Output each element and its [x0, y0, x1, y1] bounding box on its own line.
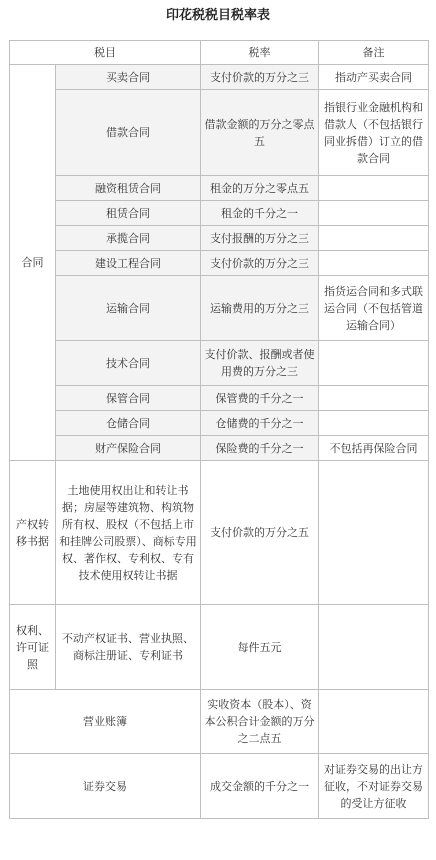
item-cell: 建设工程合同	[56, 251, 201, 276]
item-cell: 仓储合同	[56, 411, 201, 436]
item-cell: 营业账簿	[10, 690, 201, 754]
item-cell: 承揽合同	[56, 226, 201, 251]
note-cell: 指银行业金融机构和借款人（不包括银行同业拆借）订立的借款合同	[319, 90, 429, 176]
table-row	[10, 690, 429, 754]
note-cell: 指动产买卖合同	[319, 65, 429, 90]
note-cell	[319, 341, 429, 386]
note-cell: 不包括再保险合同	[319, 436, 429, 461]
group-permit: 权利、许可证照	[10, 605, 56, 690]
note-cell	[319, 411, 429, 436]
rate-cell: 支付价款的万分之三	[201, 65, 319, 90]
note-cell	[319, 605, 429, 690]
header-note: 备注	[319, 41, 429, 65]
table-row	[10, 251, 429, 276]
table-row	[10, 754, 429, 819]
item-cell: 不动产权证书、营业执照、商标注册证、专利证书	[56, 605, 201, 690]
note-cell: 对证券交易的出让方征收，不对证券交易的受让方征收	[319, 754, 429, 819]
item-cell: 融资租赁合同	[56, 176, 201, 201]
note-cell	[319, 386, 429, 411]
item-cell: 证券交易	[10, 754, 201, 819]
rate-cell: 借款金额的万分之零点五	[201, 90, 319, 176]
header-rate: 税率	[201, 41, 319, 65]
note-cell	[319, 201, 429, 226]
tax-rate-table	[9, 40, 429, 819]
table-row	[10, 436, 429, 461]
note-cell	[319, 226, 429, 251]
item-cell: 租赁合同	[56, 201, 201, 226]
rate-cell: 仓储费的千分之一	[201, 411, 319, 436]
table-row	[10, 201, 429, 226]
table-row	[10, 411, 429, 436]
header-item: 税目	[10, 41, 201, 65]
rate-cell: 实收资本（股本）、资本公积合计金额的万分之二点五	[201, 690, 319, 754]
item-cell: 借款合同	[56, 90, 201, 176]
note-cell	[319, 461, 429, 605]
rate-cell: 成交金额的千分之一	[201, 754, 319, 819]
rate-cell: 运输费用的万分之三	[201, 276, 319, 341]
rate-cell: 保险费的千分之一	[201, 436, 319, 461]
table-row	[10, 386, 429, 411]
item-cell: 买卖合同	[56, 65, 201, 90]
table-row	[10, 341, 429, 386]
item-cell: 土地使用权出让和转让书据；房屋等建筑物、构筑物所有权、股权（不包括上市和挂牌公司股票）、商标专用权、著作权、专利权、专有技术使用权转让书据	[56, 461, 201, 605]
table-row	[10, 276, 429, 341]
rate-cell: 支付价款、报酬或者使用费的万分之三	[201, 341, 319, 386]
table-row	[10, 65, 429, 90]
table-row	[10, 226, 429, 251]
table-row	[10, 605, 429, 690]
rate-cell: 租金的千分之一	[201, 201, 319, 226]
item-cell: 运输合同	[56, 276, 201, 341]
note-cell	[319, 251, 429, 276]
item-cell: 技术合同	[56, 341, 201, 386]
note-cell	[319, 690, 429, 754]
item-cell: 财产保险合同	[56, 436, 201, 461]
note-cell: 指货运合同和多式联运合同（不包括管道运输合同）	[319, 276, 429, 341]
rate-cell: 每件五元	[201, 605, 319, 690]
header-row	[10, 41, 429, 65]
rate-cell: 租金的万分之零点五	[201, 176, 319, 201]
page-title: 印花税税目税率表	[165, 8, 270, 23]
group-contract: 合同	[10, 65, 56, 461]
rate-cell: 支付报酬的万分之三	[201, 226, 319, 251]
table-row	[10, 461, 429, 605]
note-cell	[319, 176, 429, 201]
rate-cell: 支付价款的万分之五	[201, 461, 319, 605]
group-property-transfer: 产权转移书据	[10, 461, 56, 605]
table-row	[10, 90, 429, 176]
rate-cell: 保管费的千分之一	[201, 386, 319, 411]
rate-cell: 支付价款的万分之三	[201, 251, 319, 276]
item-cell: 保管合同	[56, 386, 201, 411]
table-row	[10, 176, 429, 201]
